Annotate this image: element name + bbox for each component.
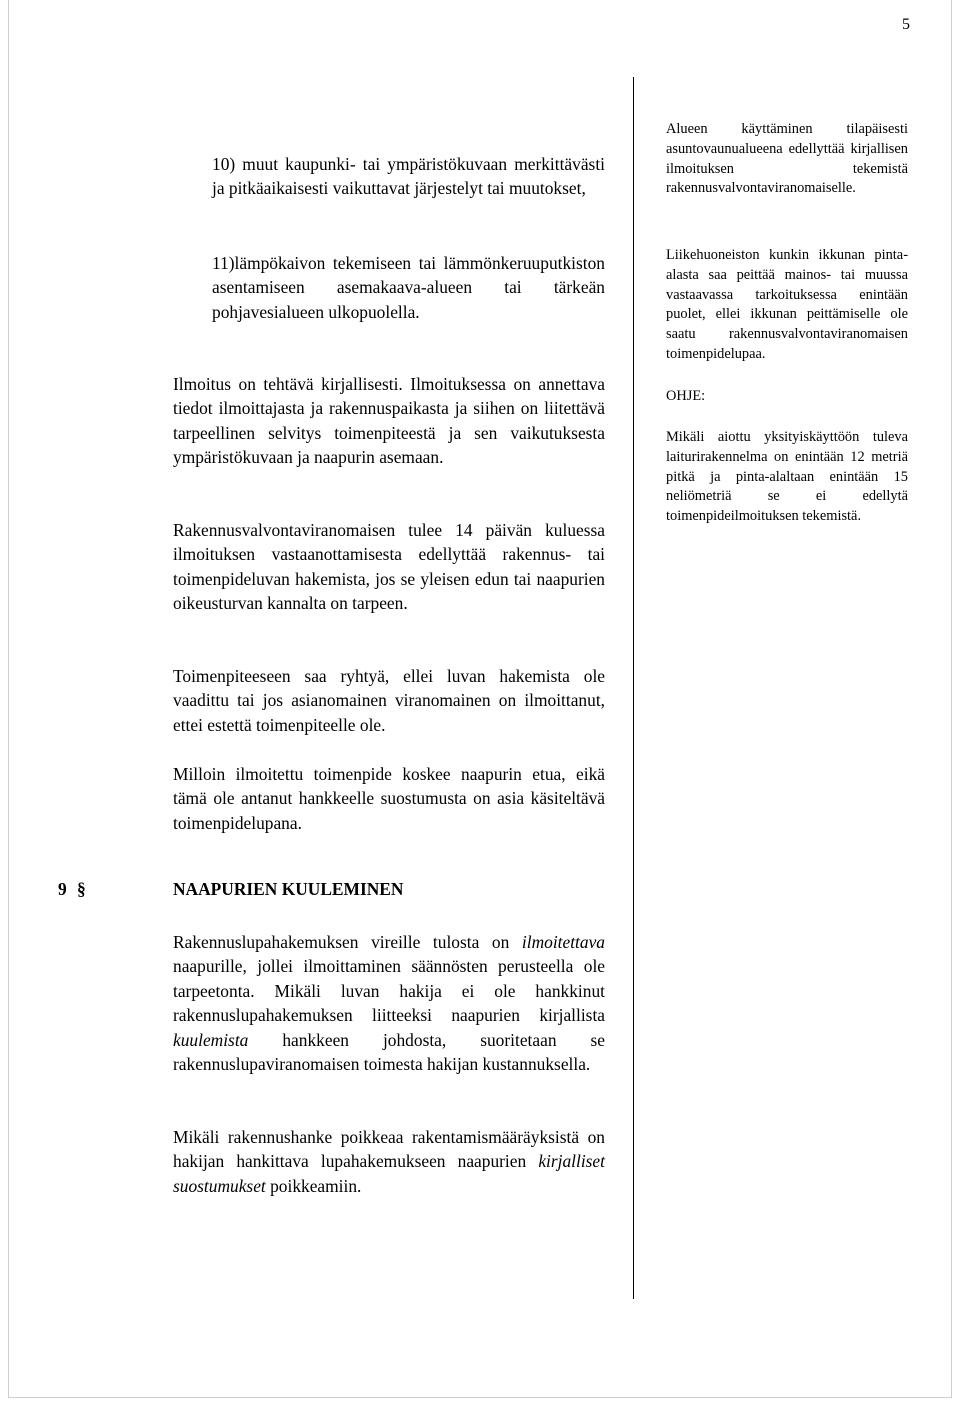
- section-paragraph-1: [173, 930, 605, 1076]
- italic-run: kuulemista: [173, 1029, 249, 1050]
- section-paragraph-2: [173, 1125, 605, 1198]
- ohje-label: OHJE:: [666, 388, 706, 404]
- text-run: poikkeamiin.: [265, 1175, 362, 1196]
- column-divider: [633, 77, 634, 1299]
- note-laituri: Mikäli aiottu yksityiskäyttöön tuleva laiturirakennelma on enintään 12 metriä pitkä ja pinta-alaltaan enintään 15 neliömetriä se ei edellytä toimenpideilmoituksen tekemistä.: [666, 429, 908, 525]
- italic-run: ilmoitettava: [521, 932, 605, 952]
- section-number: 9: [58, 879, 67, 899]
- text-run: Mikäli rakennushanke poikkeaa rakentamismääräyksistä on hakijan hankittava lupahakemukseen naapurien: [173, 1127, 605, 1172]
- list-item-11: 11)lämpökaivon tekemiseen tai lämmönkeruuputkiston asentamiseen asemakaava-alueen tai tärkeän pohjavesialueen ulkopuolella.: [212, 253, 605, 322]
- italic-run: kirjalliset suostumukset: [173, 1151, 605, 1196]
- note-liikehuoneisto: Liikehuoneiston kunkin ikkunan pinta-alasta saa peittää mainos- tai muussa vastaavassa tarkoituksessa enintään puolet, ellei ikkunan peittämiselle ole saatu rakennusvalvontaviranomaisen toimenpidelupaa.: [666, 247, 908, 362]
- paragraph-naapuri: Milloin ilmoitettu toimenpide koskee naapurin etua, eikä tämä ole antanut hankkeelle suostumusta on asia käsiteltävä toimenpidelupana.: [173, 764, 605, 833]
- text-run: Rakennuslupahakemuksen vireille tulosta on: [173, 932, 522, 952]
- section-sign: §: [77, 879, 86, 899]
- text-run: naapurille, jollei ilmoittaminen säännösten perusteella ole tarpeetonta. Mikäli luvan hakija ei ole hankkinut rakennuslupahakemuksen liitteeksi naapurien kirjallista: [173, 956, 605, 1026]
- section-title: NAAPURIEN KUULEMINEN: [173, 879, 404, 899]
- paragraph-viranomainen: Rakennusvalvontaviranomaisen tulee 14 päivän kuluessa ilmoituksen vastaanottamisesta edellyttää rakennus- tai toimenpideluvan hakemista, jos se yleisen edun tai naapurien oikeusturvan kannalta on tarpeen.: [173, 520, 605, 614]
- list-item-10: 10) muut kaupunki- tai ympäristökuvaan merkittävästi ja pitkäaikaisesti vaikuttavat järjestelyt tai muutokset,: [212, 154, 605, 199]
- page-number: 5: [902, 16, 910, 33]
- paragraph-ryhtya: Toimenpiteeseen saa ryhtyä, ellei luvan hakemista ole vaadittu tai jos asianomainen viranomainen on ilmoittanut, ettei estettä toimenpiteelle ole.: [173, 666, 605, 735]
- paragraph-ilmoitus: Ilmoitus on tehtävä kirjallisesti. Ilmoituksessa on annettava tiedot ilmoittajasta ja rakennuspaikasta ja siihen on liitettävä tarpeellinen selvitys toimenpiteestä ja sen vaikutuksesta ympäristökuvaan ja naapurin asemaan.: [173, 374, 605, 468]
- text-run: hankkeen johdosta, suoritetaan se rakennuslupaviranomaisen toimesta hakijan kustannuksella.: [173, 1029, 605, 1075]
- note-asuntovaunu: Alueen käyttäminen tilapäisesti asuntovaunualueena edellyttää kirjallisen ilmoituksen tekemistä rakennusvalvontaviranomaiselle.: [666, 121, 908, 197]
